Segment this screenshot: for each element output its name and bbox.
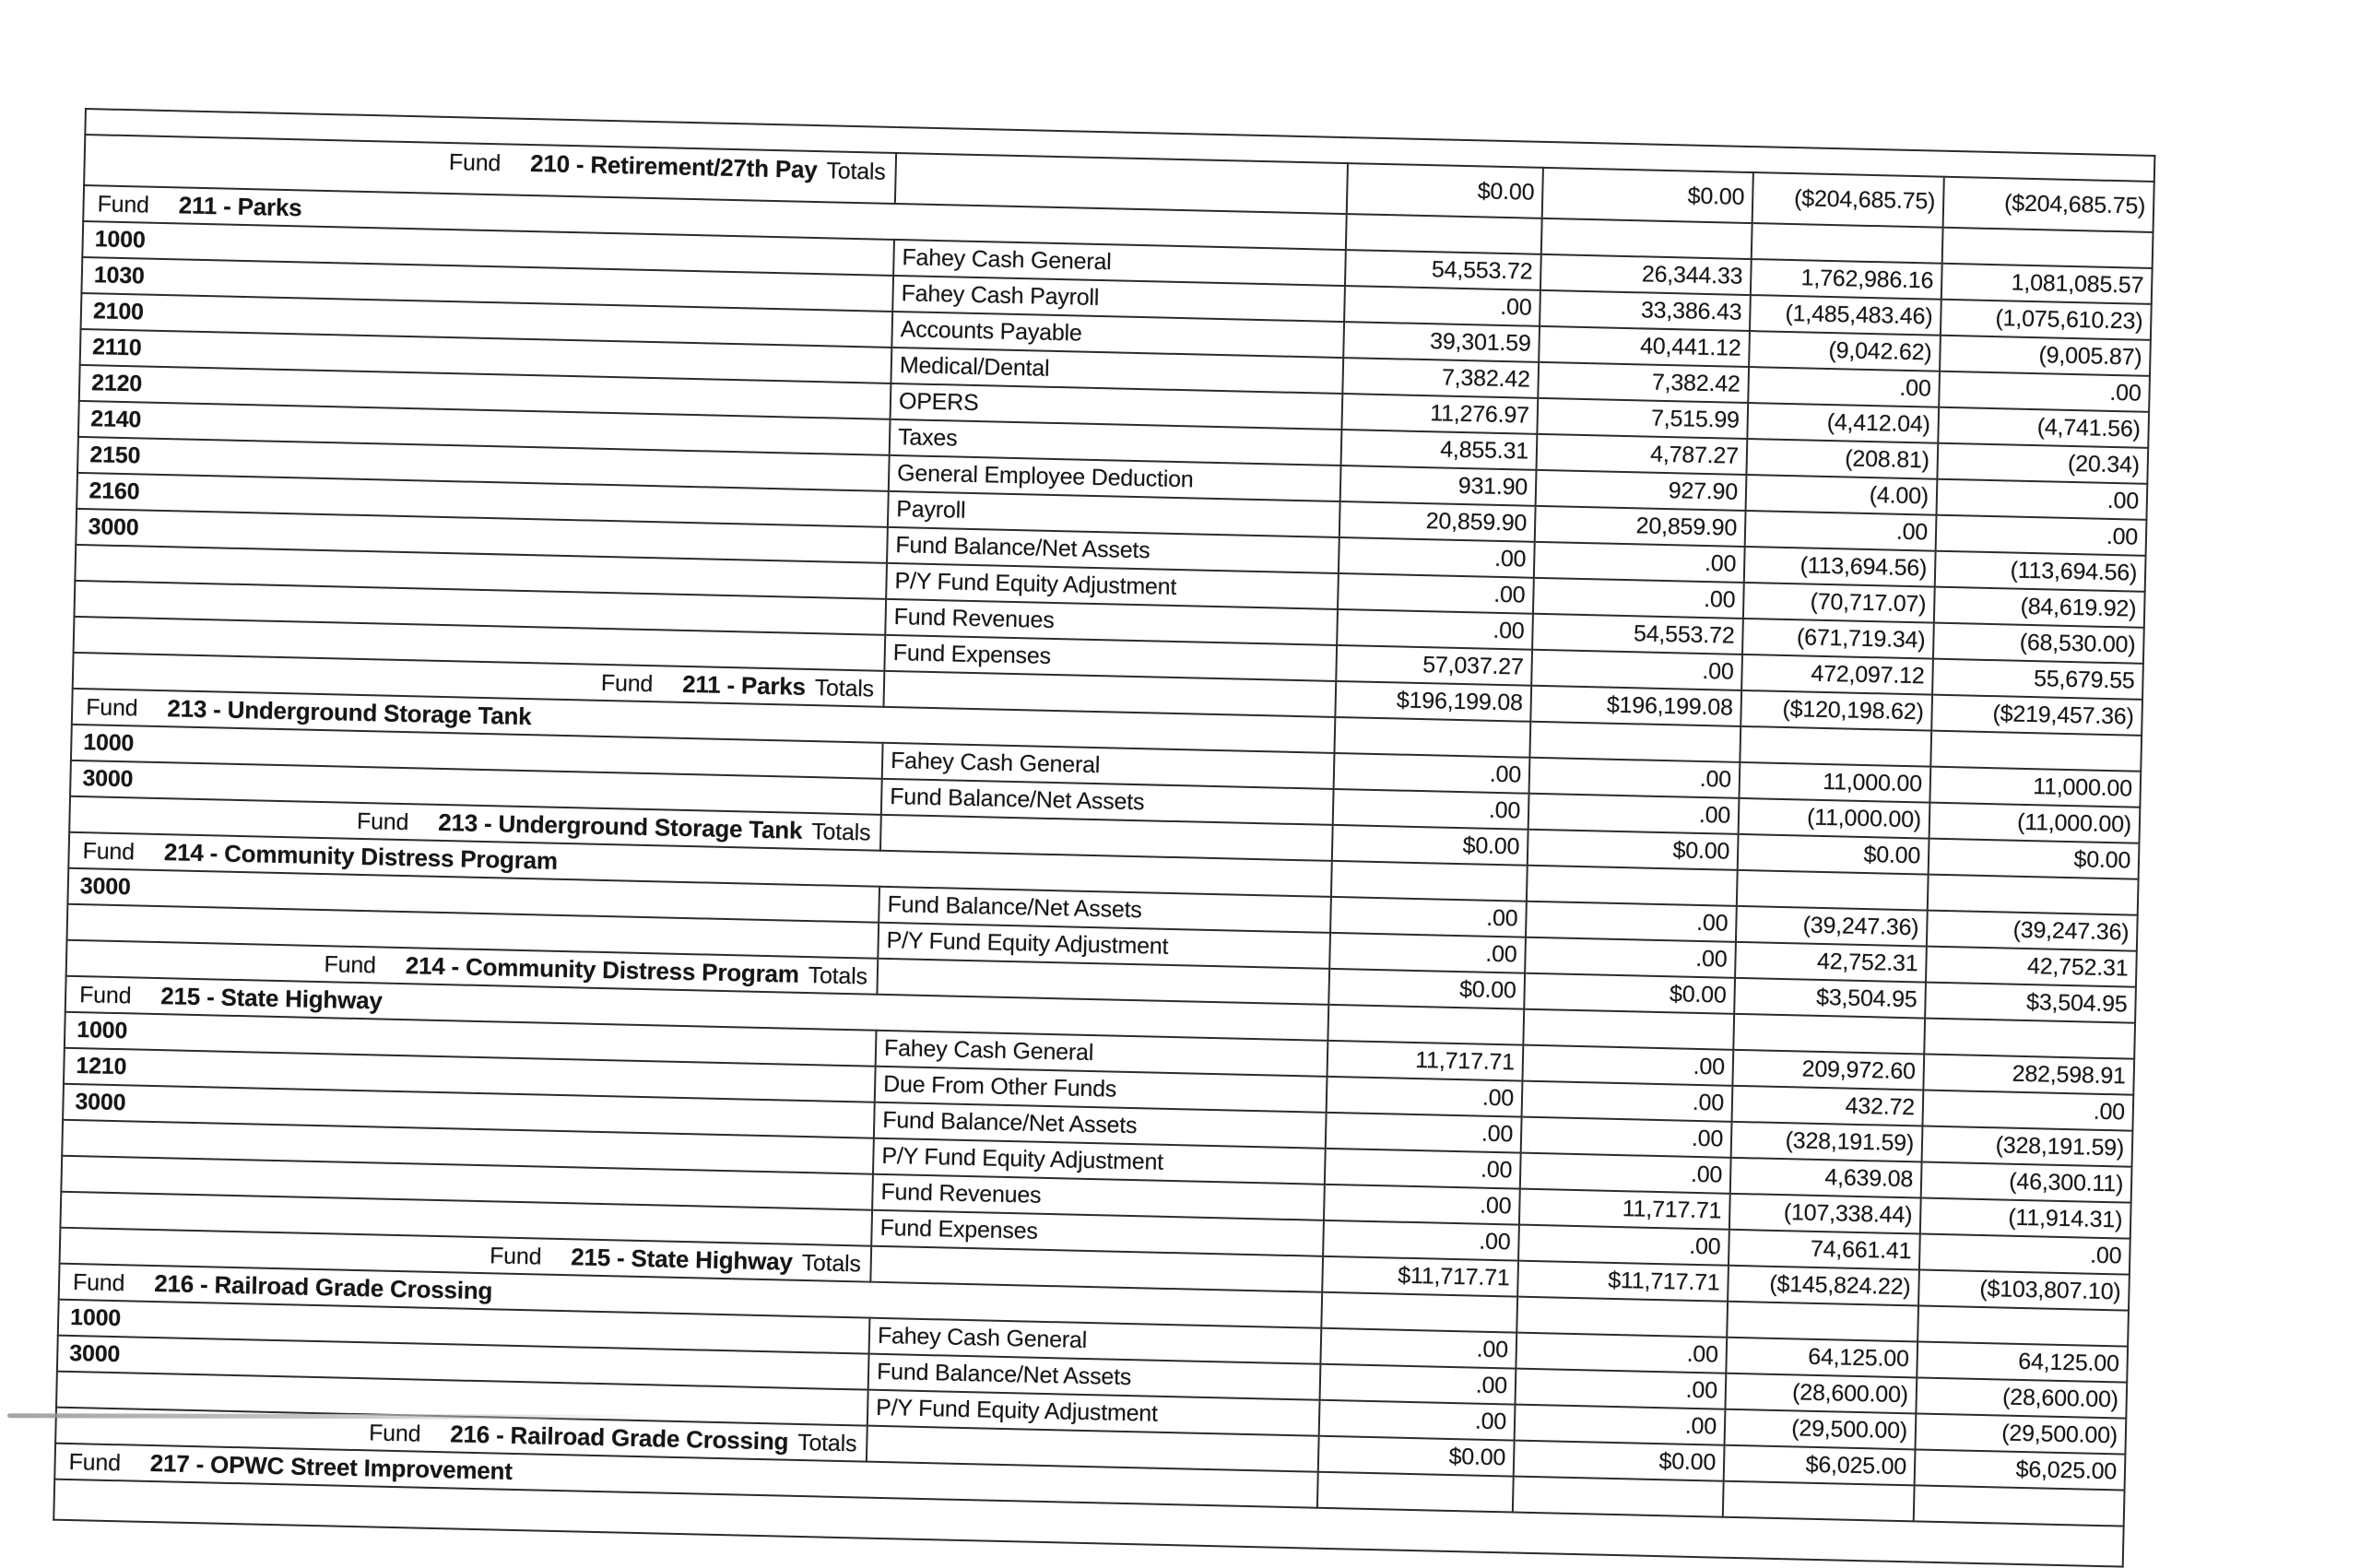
amount-cell-1: .00 xyxy=(1323,1220,1519,1261)
amount-cell-4: 55,679.55 xyxy=(1932,659,2143,700)
amount-cell-3 xyxy=(1752,223,1943,264)
amount-cell-3: $3,504.95 xyxy=(1734,978,1926,1019)
account-description-cell: Due From Other Funds xyxy=(875,1067,1328,1113)
fund-name: 217 - OPWC Street Improvement xyxy=(149,1448,513,1485)
amount-cell-1: .00 xyxy=(1319,1400,1516,1441)
amount-cell-4: 282,598.91 xyxy=(1923,1055,2134,1095)
amount-cell-2: $196,199.08 xyxy=(1530,686,1741,726)
fund-name: 215 - State Highway xyxy=(571,1243,794,1276)
account-code-cell: 1000 xyxy=(82,221,894,276)
account-code-cell: 1000 xyxy=(71,725,883,779)
amount-cell-1: .00 xyxy=(1344,286,1540,326)
amount-cell-1 xyxy=(1321,1292,1517,1333)
amount-cell-1: .00 xyxy=(1326,1113,1522,1153)
amount-cell-4: $0.00 xyxy=(1929,839,2140,879)
account-description-cell: Fahey Cash Payroll xyxy=(892,276,1345,322)
fund-word: Fund xyxy=(85,694,138,722)
fund-word: Fund xyxy=(68,1448,122,1477)
amount-cell-3: (4,412.04) xyxy=(1747,403,1939,443)
fund-name: 216 - Railroad Grade Crossing xyxy=(153,1269,493,1305)
account-description-cell: Fund Balance/Net Assets xyxy=(887,527,1339,573)
amount-cell-1: 7,382.42 xyxy=(1342,358,1539,398)
fund-word: Fund xyxy=(356,808,409,836)
amount-cell-4: (328,191.59) xyxy=(1922,1126,2133,1167)
amount-cell-3: ($145,824.22) xyxy=(1728,1266,1919,1306)
account-code-cell: 3000 xyxy=(67,868,879,923)
amount-cell-1: 20,859.90 xyxy=(1339,501,1536,542)
amount-cell-3: (671,719.34) xyxy=(1742,619,1934,659)
amount-cell-2 xyxy=(1516,1297,1728,1338)
amount-cell-2: .00 xyxy=(1522,1045,1733,1086)
amount-cell-1: .00 xyxy=(1327,1077,1523,1117)
amount-cell-4: (68,530.00) xyxy=(1933,623,2144,664)
amount-cell-2 xyxy=(1513,1477,1724,1517)
amount-cell-4 xyxy=(1942,228,2154,268)
amount-cell-1: .00 xyxy=(1320,1364,1516,1405)
amount-cell-4: .00 xyxy=(1919,1233,2130,1274)
amount-cell-3: (11,000.00) xyxy=(1739,798,1930,839)
amount-cell-2: 40,441.12 xyxy=(1539,326,1750,367)
amount-cell-2: .00 xyxy=(1531,650,1742,690)
amount-cell-3: $0.00 xyxy=(1738,834,1929,875)
amount-cell-3: (4.00) xyxy=(1746,475,1938,515)
account-description-cell: P/Y Fund Equity Adjustment xyxy=(878,923,1330,969)
amount-cell-2: $0.00 xyxy=(1524,973,1735,1014)
amount-cell-3 xyxy=(1727,1302,1918,1342)
fund-word: Fund xyxy=(97,191,150,218)
amount-cell-4: ($103,807.10) xyxy=(1918,1269,2130,1310)
amount-cell-2 xyxy=(1523,1009,1734,1050)
amount-cell-2: .00 xyxy=(1515,1369,1726,1409)
fund-name: 211 - Parks xyxy=(178,191,302,222)
fund-word: Fund xyxy=(368,1420,421,1447)
amount-cell-2: .00 xyxy=(1525,937,1736,978)
account-code-cell: 2140 xyxy=(78,401,891,455)
amount-cell-1: 931.90 xyxy=(1340,466,1537,506)
amount-cell-4 xyxy=(1914,1485,2125,1526)
amount-cell-1 xyxy=(1317,1472,1514,1513)
account-description-cell: Fund Expenses xyxy=(871,1210,1324,1256)
amount-cell-4: (11,914.31) xyxy=(1920,1197,2131,1238)
amount-cell-1: 11,717.71 xyxy=(1328,1041,1524,1081)
fund-word: Fund xyxy=(82,838,136,866)
account-description-cell: Payroll xyxy=(888,491,1340,537)
amount-cell-4: (113,694.56) xyxy=(1935,551,2146,592)
amount-cell-1: .00 xyxy=(1325,1149,1521,1189)
amount-cell-3: 472,097.12 xyxy=(1741,654,1933,695)
totals-word: Totals xyxy=(826,158,886,185)
amount-cell-2: 7,382.42 xyxy=(1538,362,1749,403)
amount-cell-4: (39,247.36) xyxy=(1927,911,2138,951)
amount-cell-1 xyxy=(1334,717,1530,758)
account-description-cell: P/Y Fund Equity Adjustment xyxy=(886,563,1339,609)
account-code-cell: 2160 xyxy=(77,473,889,527)
fund-word: Fund xyxy=(324,951,377,979)
amount-cell-4: (28,600.00) xyxy=(1916,1377,2127,1418)
account-description-cell: Fund Balance/Net Assets xyxy=(881,779,1334,825)
amount-cell-3: $6,025.00 xyxy=(1724,1445,1916,1486)
amount-cell-1 xyxy=(1346,214,1542,254)
amount-cell-4 xyxy=(1928,875,2139,915)
amount-cell-3: ($204,685.75) xyxy=(1752,172,1944,228)
fund-word: Fund xyxy=(489,1243,542,1270)
amount-cell-4: (84,619.92) xyxy=(1934,587,2145,628)
amount-cell-3: (70,717.07) xyxy=(1743,583,1935,623)
amount-cell-3: (113,694.56) xyxy=(1744,547,1936,587)
amount-cell-3: (328,191.59) xyxy=(1731,1122,1923,1162)
amount-cell-1: 4,855.31 xyxy=(1341,430,1538,470)
amount-cell-4: 1,081,085.57 xyxy=(1941,264,2153,304)
amount-cell-2: .00 xyxy=(1515,1405,1726,1445)
fund-name: 210 - Retirement/27th Pay xyxy=(529,148,818,184)
account-description-cell: Fahey Cash General xyxy=(882,743,1335,789)
account-code-cell: 3000 xyxy=(76,509,888,563)
fund-name: 213 - Underground Storage Tank xyxy=(167,694,532,731)
amount-cell-2: 4,787.27 xyxy=(1536,434,1747,475)
amount-cell-1: .00 xyxy=(1324,1185,1520,1225)
account-code-cell: 2150 xyxy=(77,437,890,491)
amount-cell-4: (9,005.87) xyxy=(1940,336,2151,376)
amount-cell-2: 33,386.43 xyxy=(1540,290,1751,331)
amount-cell-4: 42,752.31 xyxy=(1926,947,2137,987)
amount-cell-3: (208.81) xyxy=(1746,439,1938,479)
amount-cell-1: .00 xyxy=(1337,609,1533,650)
fund-word: Fund xyxy=(72,1269,125,1297)
account-description-cell: P/Y Fund Equity Adjustment xyxy=(873,1138,1326,1185)
fund-word: Fund xyxy=(448,148,502,177)
account-description-cell: General Employee Deduction xyxy=(889,455,1341,501)
amount-cell-3 xyxy=(1733,1014,1925,1055)
amount-cell-4: ($204,685.75) xyxy=(1943,177,2154,232)
amount-cell-1 xyxy=(1328,1005,1524,1045)
amount-cell-4: ($219,457.36) xyxy=(1931,695,2142,736)
amount-cell-2: .00 xyxy=(1526,902,1737,942)
amount-cell-1: .00 xyxy=(1320,1328,1516,1369)
amount-cell-3 xyxy=(1723,1481,1915,1522)
amount-cell-3 xyxy=(1740,726,1931,767)
amount-cell-4: (20.34) xyxy=(1937,443,2148,484)
amount-cell-2: $0.00 xyxy=(1514,1441,1725,1481)
account-description-cell: P/Y Fund Equity Adjustment xyxy=(867,1390,1320,1436)
amount-cell-3: (107,338.44) xyxy=(1729,1194,1921,1234)
amount-cell-1: 57,037.27 xyxy=(1336,645,1532,686)
account-code-cell: 1030 xyxy=(81,257,893,312)
amount-cell-2: .00 xyxy=(1521,1117,1732,1158)
amount-cell-2: .00 xyxy=(1518,1225,1729,1266)
amount-cell-3: 11,000.00 xyxy=(1739,762,1930,803)
account-description-cell: Fund Revenues xyxy=(872,1174,1325,1220)
account-description-cell: Fahey Cash General xyxy=(869,1318,1322,1364)
account-description-cell: Fund Balance/Net Assets xyxy=(868,1354,1321,1400)
amount-cell-3: (9,042.62) xyxy=(1749,331,1941,371)
fund-word: Fund xyxy=(600,669,654,698)
amount-cell-1: $0.00 xyxy=(1332,825,1528,866)
amount-cell-3: (1,485,483.46) xyxy=(1750,295,1941,336)
amount-cell-3: .00 xyxy=(1748,367,1940,407)
amount-cell-4: $3,504.95 xyxy=(1925,983,2136,1023)
fund-name: 211 - Parks xyxy=(681,669,807,701)
amount-cell-2: 26,344.33 xyxy=(1540,254,1752,295)
amount-cell-3 xyxy=(1737,870,1929,911)
totals-word: Totals xyxy=(801,1249,862,1278)
amount-cell-1: $0.00 xyxy=(1328,969,1525,1009)
account-code-cell: 1210 xyxy=(64,1048,876,1102)
amount-cell-2: 20,859.90 xyxy=(1535,506,1746,547)
account-code-cell: 1000 xyxy=(58,1300,870,1354)
amount-cell-1: .00 xyxy=(1338,573,1534,614)
amount-cell-4 xyxy=(1930,731,2142,772)
amount-cell-3: 209,972.60 xyxy=(1732,1050,1924,1091)
account-code-cell: 2100 xyxy=(81,293,893,348)
account-description-cell: Fund Balance/Net Assets xyxy=(879,887,1331,933)
amount-cell-3: (39,247.36) xyxy=(1736,906,1928,947)
amount-cell-3: 1,762,986.16 xyxy=(1751,259,1942,300)
amount-cell-1: 54,553.72 xyxy=(1345,250,1541,290)
account-description-cell: Fund Expenses xyxy=(884,635,1337,681)
totals-word: Totals xyxy=(808,962,868,990)
amount-cell-1: .00 xyxy=(1339,537,1535,578)
amount-cell-1: $196,199.08 xyxy=(1335,681,1531,722)
amount-cell-2 xyxy=(1541,218,1752,259)
account-description-cell: Fund Revenues xyxy=(885,599,1338,645)
account-description-cell: Fahey Cash General xyxy=(876,1031,1328,1077)
amount-cell-4: .00 xyxy=(1936,479,2147,520)
amount-cell-2: .00 xyxy=(1516,1333,1727,1373)
account-code-cell: 3000 xyxy=(70,760,882,815)
amount-cell-2: .00 xyxy=(1533,578,1744,619)
amount-cell-2: .00 xyxy=(1528,794,1740,834)
amount-cell-3: 4,639.08 xyxy=(1730,1158,1922,1198)
fund-word: Fund xyxy=(78,982,132,1009)
amount-cell-4 xyxy=(1918,1305,2129,1346)
amount-cell-2: 11,717.71 xyxy=(1519,1189,1730,1230)
amount-cell-4: 11,000.00 xyxy=(1929,767,2141,808)
fund-name: 214 - Community Distress Program xyxy=(163,838,559,875)
account-description-cell: Taxes xyxy=(890,419,1342,466)
amount-cell-1: 39,301.59 xyxy=(1343,322,1540,362)
amount-cell-4: (11,000.00) xyxy=(1929,803,2141,843)
totals-word: Totals xyxy=(810,819,871,846)
amount-cell-2: .00 xyxy=(1534,542,1745,583)
amount-cell-2: 7,515.99 xyxy=(1537,398,1748,439)
amount-cell-1 xyxy=(1331,861,1528,902)
amount-cell-2 xyxy=(1529,722,1740,762)
amount-cell-3: 42,752.31 xyxy=(1735,942,1927,983)
amount-cell-4: .00 xyxy=(1922,1091,2133,1131)
amount-cell-2: $0.00 xyxy=(1528,830,1739,870)
amount-cell-1: .00 xyxy=(1333,789,1529,830)
fund-name: 215 - State Highway xyxy=(160,982,384,1015)
amount-cell-2: 927.90 xyxy=(1536,470,1747,511)
account-description-cell: Fund Balance/Net Assets xyxy=(874,1102,1327,1149)
report-body xyxy=(53,109,2154,1567)
totals-word: Totals xyxy=(814,675,875,702)
amount-cell-4: (1,075,610.23) xyxy=(1941,300,2152,340)
amount-cell-1: .00 xyxy=(1330,897,1527,937)
amount-cell-2: 54,553.72 xyxy=(1532,614,1743,654)
amount-cell-1: .00 xyxy=(1329,933,1526,973)
amount-cell-2: .00 xyxy=(1520,1153,1731,1194)
amount-cell-4: $6,025.00 xyxy=(1915,1449,2126,1490)
amount-cell-3: (29,500.00) xyxy=(1725,1409,1917,1450)
account-code-cell: 2110 xyxy=(80,329,892,383)
account-description-cell: Medical/Dental xyxy=(891,348,1343,394)
amount-cell-1: $0.00 xyxy=(1347,163,1543,218)
financial-report-table xyxy=(53,108,2155,1568)
amount-cell-4: 64,125.00 xyxy=(1917,1341,2128,1382)
amount-cell-3: 64,125.00 xyxy=(1726,1338,1918,1378)
amount-cell-4: .00 xyxy=(1936,515,2147,556)
account-code-cell: 3000 xyxy=(57,1336,869,1390)
amount-cell-2: .00 xyxy=(1529,758,1740,798)
account-description-cell: Fahey Cash General xyxy=(893,240,1346,286)
amount-cell-4: (29,500.00) xyxy=(1915,1413,2126,1454)
amount-cell-1: $11,717.71 xyxy=(1322,1256,1518,1297)
account-code-cell: 1000 xyxy=(65,1012,877,1067)
amount-cell-4: (4,741.56) xyxy=(1938,407,2149,448)
document-sheet xyxy=(53,108,2154,1568)
amount-cell-3: .00 xyxy=(1745,511,1937,551)
amount-cell-4: .00 xyxy=(1939,371,2150,412)
amount-cell-3: (28,600.00) xyxy=(1725,1373,1917,1414)
fund-name: 213 - Underground Storage Tank xyxy=(437,808,803,844)
amount-cell-3: ($120,198.62) xyxy=(1740,690,1932,731)
fund-name: 214 - Community Distress Program xyxy=(405,951,800,988)
account-description-cell: OPERS xyxy=(891,383,1343,430)
amount-cell-2: $11,717.71 xyxy=(1517,1261,1729,1302)
account-code-cell: 2120 xyxy=(79,365,891,419)
amount-cell-3: 432.72 xyxy=(1732,1086,1924,1126)
amount-cell-2: .00 xyxy=(1522,1081,1733,1122)
account-code-cell: 3000 xyxy=(63,1084,875,1138)
amount-cell-1: .00 xyxy=(1334,753,1530,794)
totals-word: Totals xyxy=(796,1429,857,1457)
amount-cell-2 xyxy=(1527,866,1738,906)
amount-cell-2: $0.00 xyxy=(1542,168,1753,223)
fund-name: 216 - Railroad Grade Crossing xyxy=(450,1420,789,1456)
account-description-cell: Accounts Payable xyxy=(891,312,1344,358)
amount-cell-1: $0.00 xyxy=(1318,1436,1515,1477)
amount-cell-4 xyxy=(1924,1019,2135,1059)
amount-cell-4: (46,300.11) xyxy=(1921,1162,2132,1203)
amount-cell-3: 74,661.41 xyxy=(1729,1230,1920,1270)
amount-cell-1: 11,276.97 xyxy=(1341,394,1538,434)
